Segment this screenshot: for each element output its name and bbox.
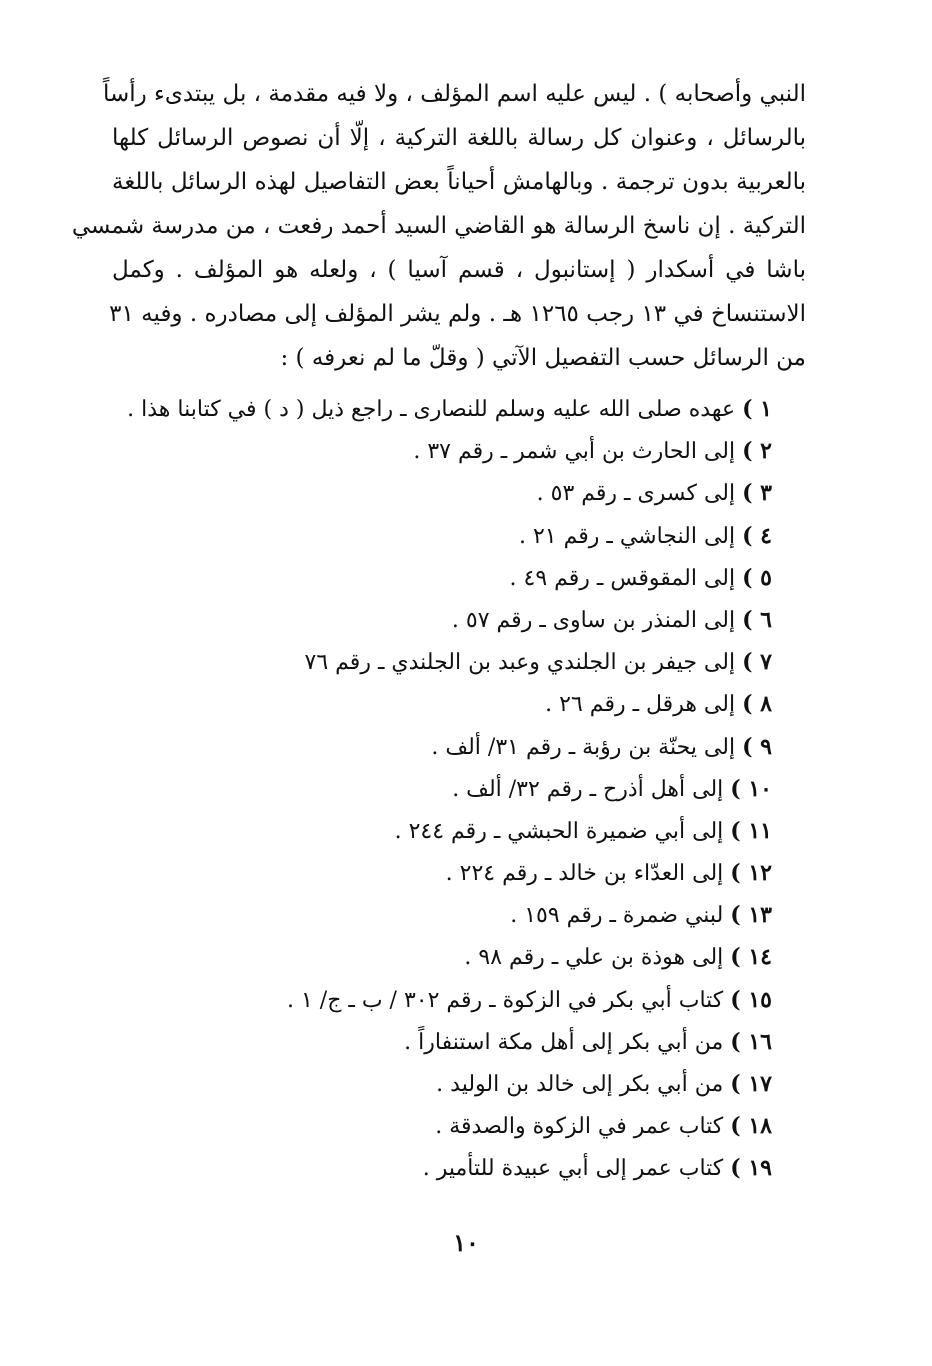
list-item: [112, 894, 772, 936]
item-text: كتاب عمر إلى أبي عبيدة للتأمير .: [422, 1156, 724, 1182]
item-text: إلى كسرى ـ رقم ٥٣ .: [536, 481, 736, 507]
page-number: ١٠: [453, 1228, 479, 1257]
item-number: ١٩ ): [730, 1155, 772, 1182]
list-item: [112, 1063, 772, 1105]
item-number: ١٤ ): [730, 944, 772, 971]
list-item: [112, 852, 772, 894]
item-text: عهده صلى الله عليه وسلم للنصارى ـ راجع ذيل ( د ) في كتابنا هذا .: [127, 397, 736, 422]
list-item: [112, 726, 772, 768]
item-number: ١٨ ): [730, 1113, 772, 1140]
list-item: [112, 472, 772, 514]
item-number: ١٥ ): [730, 986, 772, 1013]
item-text: لبني ضمرة ـ رقم ١٥٩ .: [510, 903, 724, 929]
list-item: [112, 515, 772, 557]
item-number: ٢ ): [742, 438, 772, 465]
item-number: ٥ ): [742, 564, 772, 591]
item-text: كتاب أبي بكر في الزكوة ـ رقم ٣٠٢ / ب ـ ج/ ١ .: [286, 987, 724, 1013]
item-text: إلى النجاشي ـ رقم ٢١ .: [518, 523, 736, 549]
list-item: [112, 683, 772, 725]
item-number: ٧ ): [742, 649, 772, 676]
item-text: إلى يحنّة بن رؤبة ـ رقم ٣١/ ألف .: [431, 734, 736, 760]
list-item: [112, 1105, 772, 1147]
list-item: [112, 1021, 772, 1063]
item-text: إلى أبي ضميرة الحبشي ـ رقم ٢٤٤ .: [394, 818, 724, 844]
paragraph-line: بالرسائل ، وعنوان كل رسالة باللغة التركية ، إلّا أن نصوص الرسائل كلها: [112, 125, 806, 151]
list-item: [112, 557, 772, 599]
item-number: ١ ): [742, 396, 772, 422]
paragraph-line: بالعربية بدون ترجمة . وبالهامش أحياناً بعض التفاصيل لهذه الرسائل باللغة: [112, 169, 806, 195]
item-text: من أبي بكر إلى خالد بن الوليد .: [436, 1072, 724, 1097]
item-text: من أبي بكر إلى أهل مكة استنفاراً .: [404, 1029, 724, 1055]
list-item: [112, 388, 772, 430]
item-text: إلى جيفر بن الجلندي وعبد بن الجلندي ـ رقم ٧٦: [304, 650, 736, 676]
paragraph-line: النبي وأصحابه ) . ليس عليه اسم المؤلف ، ولا فيه مقدمة ، بل يبتدىء رأساً: [102, 81, 806, 107]
intro-paragraph: [71, 72, 806, 380]
item-number: ٨ ): [742, 691, 772, 718]
item-text: إلى المنذر بن ساوى ـ رقم ٥٧ .: [451, 607, 736, 633]
item-text: إلى هرقل ـ رقم ٢٦ .: [545, 692, 736, 718]
item-number: ١١ ): [730, 817, 772, 844]
item-number: ٩ ): [742, 733, 772, 760]
item-number: ٤ ): [742, 522, 772, 549]
list-item: [112, 979, 772, 1021]
paragraph-line: الاستنساخ في ١٣ رجب ١٢٦٥ هـ . ولم يشر المؤلف إلى مصادره . وفيه ٣١: [109, 301, 806, 327]
item-text: إلى الحارث بن أبي شمر ـ رقم ٣٧ .: [413, 439, 736, 465]
list-item: [112, 936, 772, 978]
item-number: ١٢ ): [730, 860, 772, 887]
item-text: إلى هوذة بن علي ـ رقم ٩٨ .: [464, 945, 724, 971]
list-item: [112, 810, 772, 852]
list-item: [112, 641, 772, 683]
list-item: [112, 768, 772, 810]
item-number: ١٣ ): [730, 902, 772, 929]
list-item: [112, 599, 772, 641]
item-number: ١٧ ): [730, 1071, 772, 1097]
item-text: إلى العدّاء بن خالد ـ رقم ٢٢٤ .: [445, 861, 724, 887]
list-item: [112, 1147, 772, 1189]
list-item: [112, 430, 772, 472]
item-text: إلى المقوقس ـ رقم ٤٩ .: [509, 565, 736, 591]
paragraph-line: التركية . إن ناسخ الرسالة هو القاضي السيد أحمد رفعت ، من مدرسة شمسي: [71, 213, 806, 239]
item-text: إلى أهل أذرح ـ رقم ٣٢/ ألف .: [452, 776, 724, 802]
item-number: ٦ ): [742, 606, 772, 633]
letters-list: [112, 388, 772, 1190]
item-number: ٣ ): [742, 480, 772, 507]
paragraph-line: باشا في أسكدار ( إستانبول ، قسم آسيا ) ، ولعله هو المؤلف . وكمل: [112, 257, 806, 283]
item-text: كتاب عمر في الزكوة والصدقة .: [435, 1114, 724, 1140]
paragraph-line: من الرسائل حسب التفصيل الآتي ( وقلّ ما لم نعرفه ) :: [280, 345, 806, 371]
item-number: ١٠ ): [730, 775, 772, 802]
item-number: ١٦ ): [730, 1028, 772, 1055]
